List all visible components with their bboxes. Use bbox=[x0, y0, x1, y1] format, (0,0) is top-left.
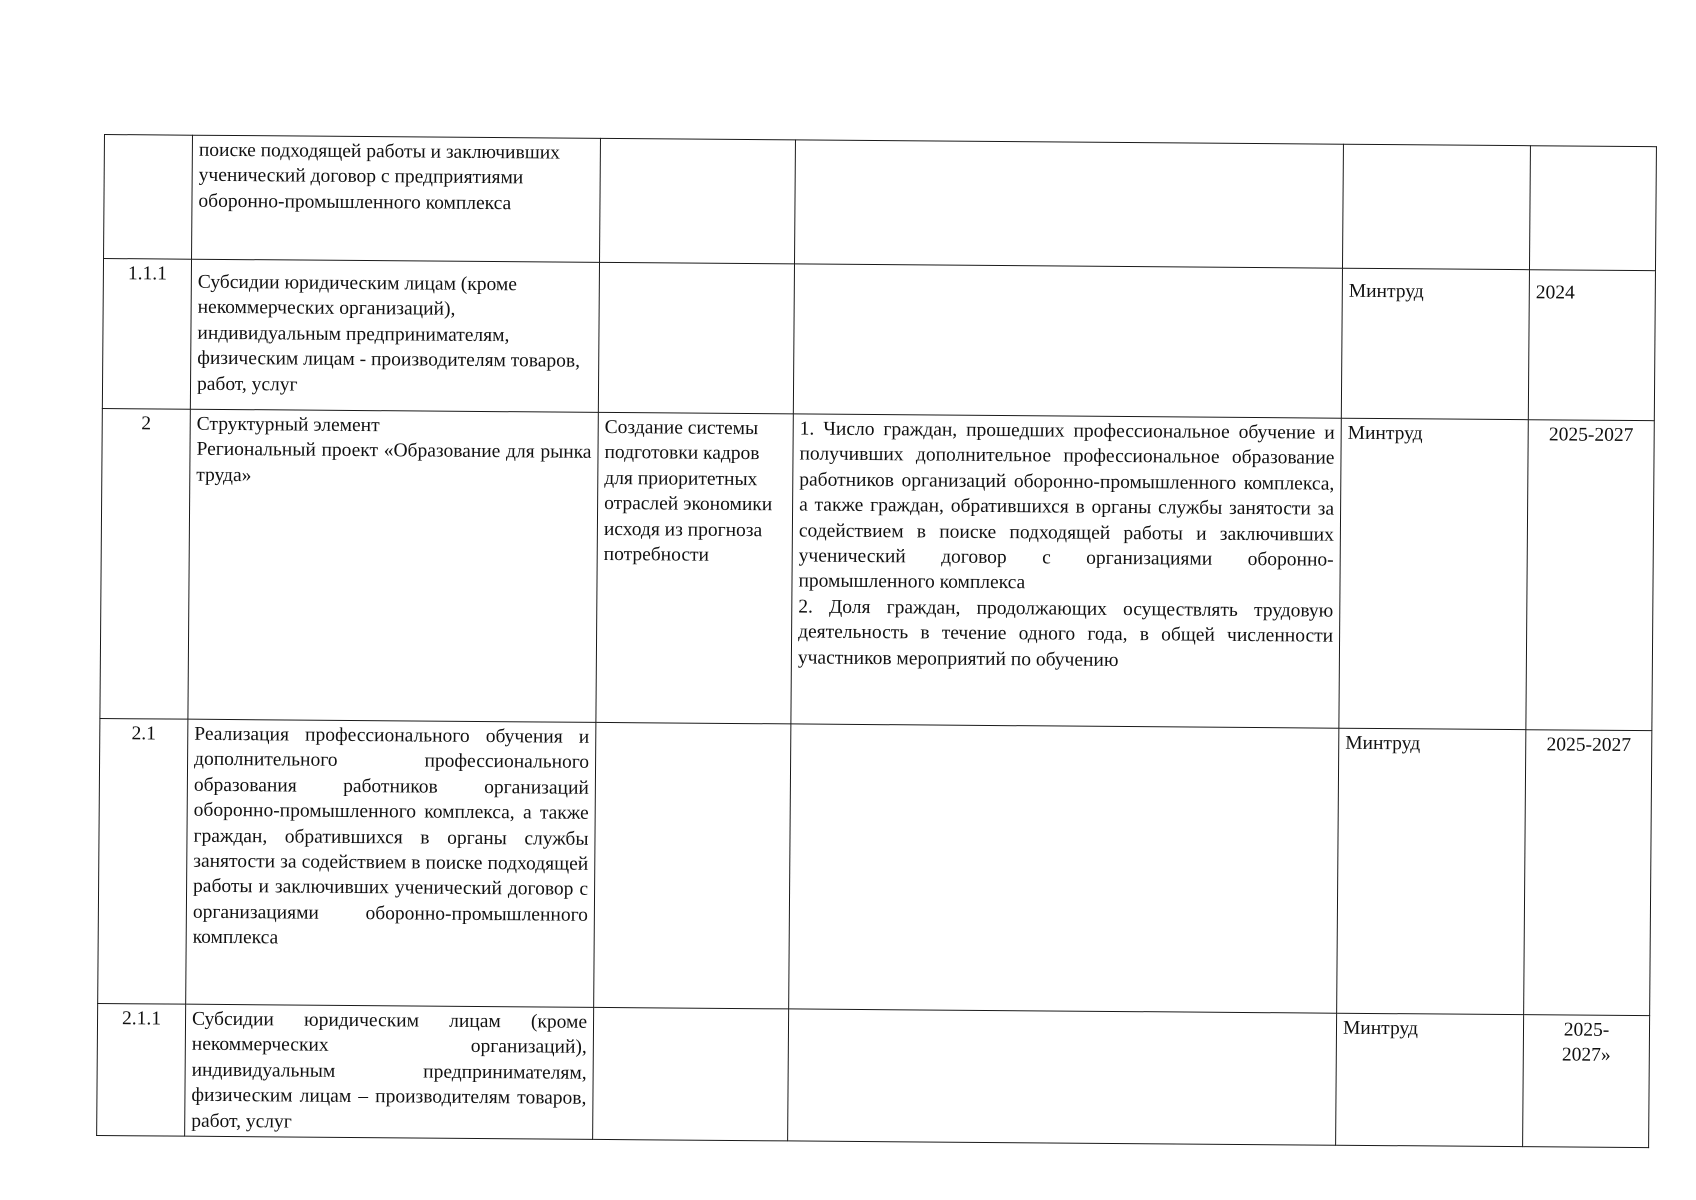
task-cell bbox=[600, 138, 796, 264]
responsible-cell: Минтруд bbox=[1337, 728, 1526, 1014]
structural-element-label: Структурный элемент bbox=[196, 413, 380, 437]
task-cell: Создание системы подготовки кадров для приоритетных отраслей экономики исходя из прогноза потребности bbox=[596, 412, 793, 724]
responsible-cell: Минтруд bbox=[1339, 418, 1528, 729]
table-row bbox=[97, 1003, 1650, 1147]
measure-name-cell: поиске подходящей работы и заключивших ученический договор с предприятиями оборонно-промышленного комплекса bbox=[192, 135, 601, 262]
regional-project-title: Региональный проект «Образование для рынка труда» bbox=[196, 439, 592, 486]
task-cell bbox=[593, 1007, 789, 1141]
table-row bbox=[104, 135, 1657, 271]
indicators-cell bbox=[788, 1009, 1337, 1145]
task-cell bbox=[598, 262, 794, 414]
measures-table bbox=[96, 134, 1657, 1148]
measure-name-cell: Реализация профессионального обучения и дополнительного профессионального образования работников организаций оборонно-промышленного комплекса, а также граждан, обратившихся в органы службы занятости за содействием в поиске подходящей работы и заключивших ученический договор с организациями оборонно-промышленного комплекса bbox=[186, 719, 596, 1007]
measure-name-cell: Субсидии юридическим лицам (кроме некоммерческих организаций), индивидуальным предпринимателям, физическим лицам – производителям товаров, работ, услуг bbox=[185, 1004, 594, 1139]
measure-name-cell: Субсидии юридическим лицам (кроме некоммерческих организаций), индивидуальным предпринимателям, физическим лицам - производителям товаров, работ, услуг bbox=[190, 259, 599, 412]
row-number-cell bbox=[104, 135, 193, 260]
row-number-cell: 2.1 bbox=[98, 718, 188, 1004]
responsible-cell bbox=[1342, 144, 1530, 269]
table-row bbox=[100, 408, 1654, 730]
responsible-cell: Минтруд bbox=[1336, 1013, 1524, 1146]
responsible-cell: Минтруд bbox=[1341, 268, 1529, 419]
row-number-cell: 2.1.1 bbox=[97, 1003, 186, 1136]
indicator-item: 2. Доля граждан, продолжающих осуществлять трудовую деятельность в течение одного года, в общей численности участников мероприятий по обучению bbox=[797, 596, 1334, 671]
period-cell: 2025-2027 bbox=[1524, 730, 1652, 1016]
indicator-item: 1. Число граждан, прошедших профессиональное обучение и получивших дополнительное профессиональное образование работников организаций оборонно-промышленного комплекса, а также граждан, обратившихся в органы службы занятости за содействием в поиске подходящей работы и заключивших ученический договор с организациями оборонно-промышленного комплекса bbox=[798, 418, 1335, 594]
period-cell: 2024 bbox=[1528, 270, 1655, 421]
measure-name-cell bbox=[188, 409, 598, 722]
period-cell: 2025-2027 bbox=[1526, 420, 1654, 731]
task-cell bbox=[594, 722, 791, 1009]
period-cell bbox=[1529, 146, 1656, 271]
period-cell: 2025-2027» bbox=[1523, 1015, 1650, 1148]
row-number-cell: 2 bbox=[100, 408, 190, 719]
row-number-cell: 1.1.1 bbox=[102, 259, 191, 410]
table-row bbox=[102, 259, 1655, 421]
indicators-cell bbox=[795, 140, 1344, 268]
indicators-cell bbox=[793, 264, 1342, 418]
indicators-cell bbox=[789, 724, 1339, 1013]
indicators-cell bbox=[791, 414, 1341, 728]
table-row bbox=[98, 718, 1652, 1015]
